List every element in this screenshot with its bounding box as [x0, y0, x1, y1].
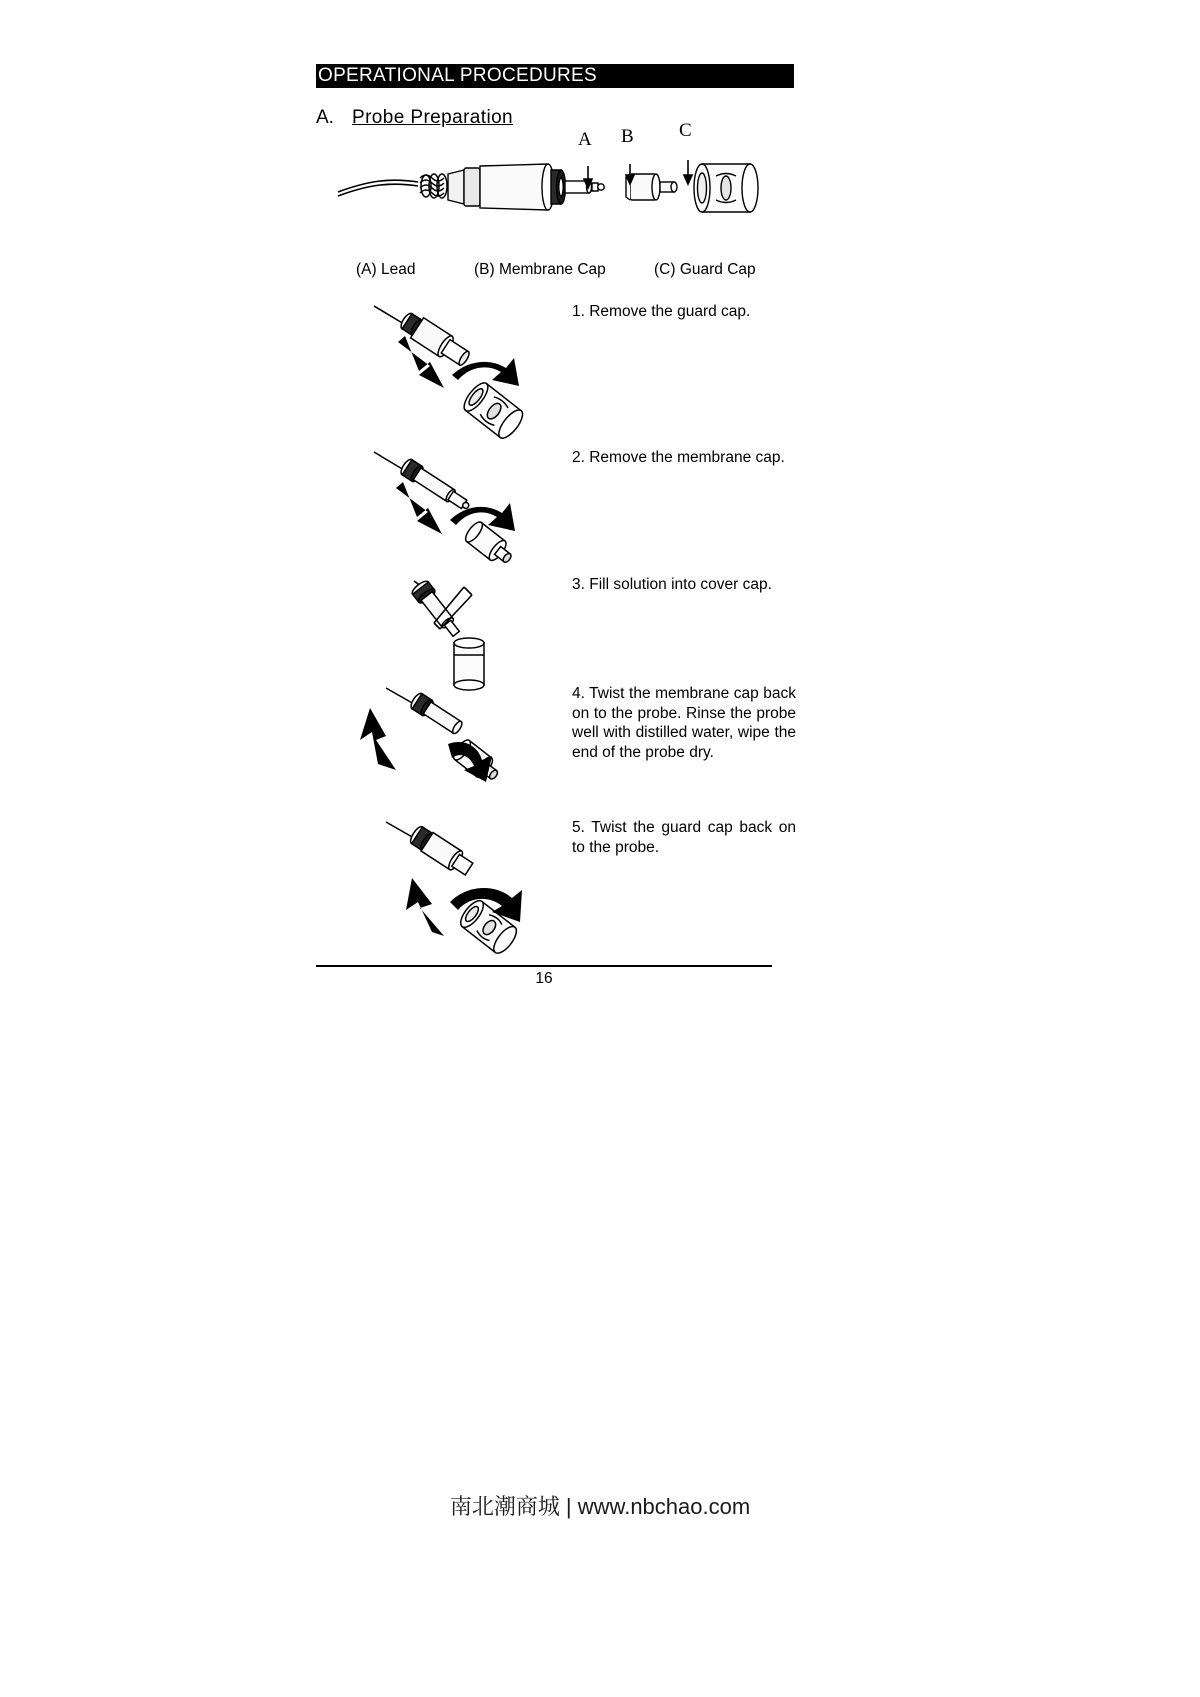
step-5-text: 5. Twist the guard cap back on to the probe.	[572, 819, 796, 856]
step-2-text: 2. Remove the membrane cap.	[572, 449, 785, 466]
step-1-illustration	[356, 302, 556, 452]
step-5-illustration	[356, 818, 556, 968]
callout-label-c: C	[679, 120, 692, 141]
section-header-bar	[316, 64, 794, 88]
step-1-text: 1. Remove the guard cap.	[572, 303, 751, 320]
callout-label-a: A	[578, 129, 592, 150]
step-4-illustration	[356, 684, 556, 834]
probe-exploded-diagram	[330, 120, 780, 240]
step-3-text: 3. Fill solution into cover cap.	[572, 576, 772, 593]
page-title: Probe Preparation	[352, 107, 514, 128]
legend-item-guard-cap: (C) Guard Cap	[654, 261, 756, 278]
watermark: 南北潮商城 | www.nbchao.com	[449, 1494, 751, 1519]
callout-label-b: B	[621, 126, 634, 147]
section-letter: A.	[316, 107, 334, 128]
page-number: 16	[535, 970, 553, 987]
legend-item-membrane-cap: (B) Membrane Cap	[474, 261, 606, 278]
step-4-text: 4. Twist the membrane cap back on to the probe. Rinse the probe well with distilled water, wipe the end of the probe dry.	[572, 685, 796, 761]
legend-item-lead: (A) Lead	[356, 261, 416, 278]
section-header-title: OPERATIONAL PROCEDURES	[318, 65, 597, 86]
footer-divider	[316, 965, 772, 967]
